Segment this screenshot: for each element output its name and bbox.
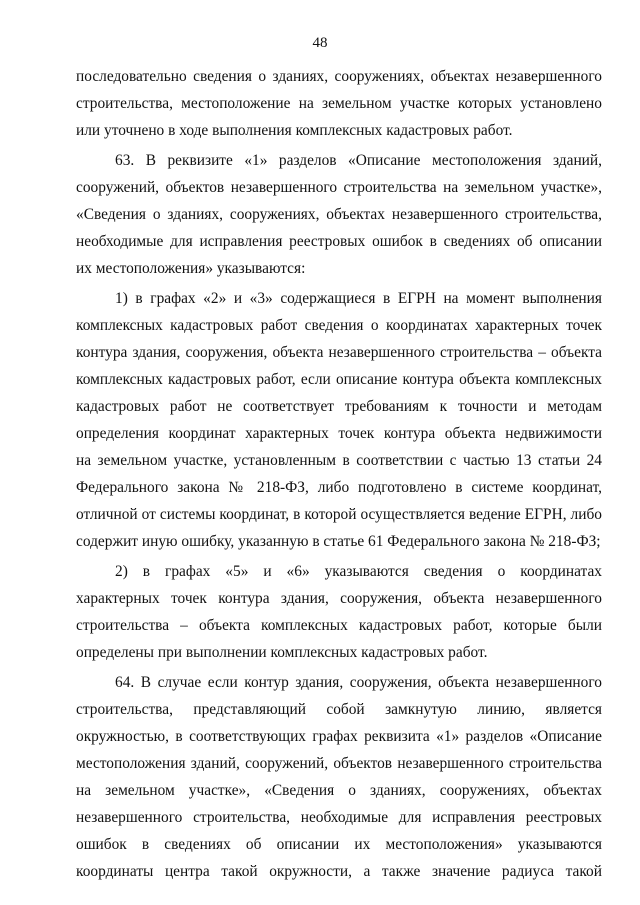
text-line-10: комплексных кадастровых работ сведения о координатах характерных точек: [76, 317, 602, 334]
text-line-24: строительства, представляющий собой замкнутую линию, является: [76, 701, 602, 718]
text-line-27: на земельном участке», «Сведения о зданиях, сооружениях, объектах: [76, 782, 602, 799]
text-line-20: характерных точек контура здания, сооружения, объекта незавершенного: [76, 590, 602, 607]
text-line-25: окружностью, в соответствующих графах реквизита «1» разделов «Описание: [76, 728, 602, 745]
text-line-12: комплексных кадастровых работ, если описание контура объекта комплексных: [76, 371, 602, 388]
text-line-9: 1) в графах «2» и «3» содержащиеся в ЕГРН на момент выполнения: [115, 290, 602, 307]
page-number: 48: [312, 35, 328, 51]
text-line-4: 63. В реквизите «1» разделов «Описание местоположения зданий,: [115, 152, 602, 169]
text-line-7: необходимые для исправления реестровых ошибок в сведениях об описании: [76, 233, 602, 250]
text-line-6: «Сведения о зданиях, сооружениях, объектах незавершенного строительства,: [76, 206, 602, 223]
text-line-3: или уточнено в ходе выполнения комплексных кадастровых работ.: [76, 122, 513, 139]
text-line-22: определены при выполнении комплексных кадастровых работ.: [76, 644, 488, 661]
text-line-11: контура здания, сооружения, объекта незавершенного строительства – объекта: [76, 344, 602, 361]
text-line-19: 2) в графах «5» и «6» указываются сведения о координатах: [115, 563, 602, 580]
text-line-8: их местоположения» указываются:: [76, 260, 306, 277]
text-line-14: определения координат характерных точек контура объекта недвижимости: [76, 425, 602, 442]
text-line-5: сооружений, объектов незавершенного строительства на земельном участке»,: [76, 179, 602, 196]
text-line-29: ошибок в сведениях об описании их местоположения» указываются: [76, 836, 602, 853]
text-line-15: на земельном участке, установленным в соответствии с частью 13 статьи 24: [76, 452, 602, 469]
text-line-18: содержит иную ошибку, указанную в статье 61 Федерального закона № 218-ФЗ;: [76, 533, 601, 550]
text-line-23: 64. В случае если контур здания, сооружения, объекта незавершенного: [115, 674, 602, 691]
text-line-13: кадастровых работ не соответствует требованиям к точности и методам: [76, 398, 602, 415]
text-line-26: местоположения зданий, сооружений, объектов незавершенного строительства: [76, 755, 602, 772]
text-line-1: последовательно сведения о зданиях, сооружениях, объектах незавершенного: [76, 68, 602, 85]
text-line-28: незавершенного строительства, необходимые для исправления реестровых: [76, 809, 602, 826]
text-line-16: Федерального закона № 218-ФЗ, либо подготовлено в системе координат,: [76, 479, 602, 496]
text-line-21: строительства – объекта комплексных кадастровых работ, которые были: [76, 617, 602, 634]
text-line-30: координаты центра такой окружности, а также значение радиуса такой: [76, 863, 602, 880]
text-line-17: отличной от системы координат, в которой осуществляется ведение ЕГРН, либо: [76, 506, 602, 523]
text-line-2: строительства, местоположение на земельном участке которых установлено: [76, 95, 602, 112]
